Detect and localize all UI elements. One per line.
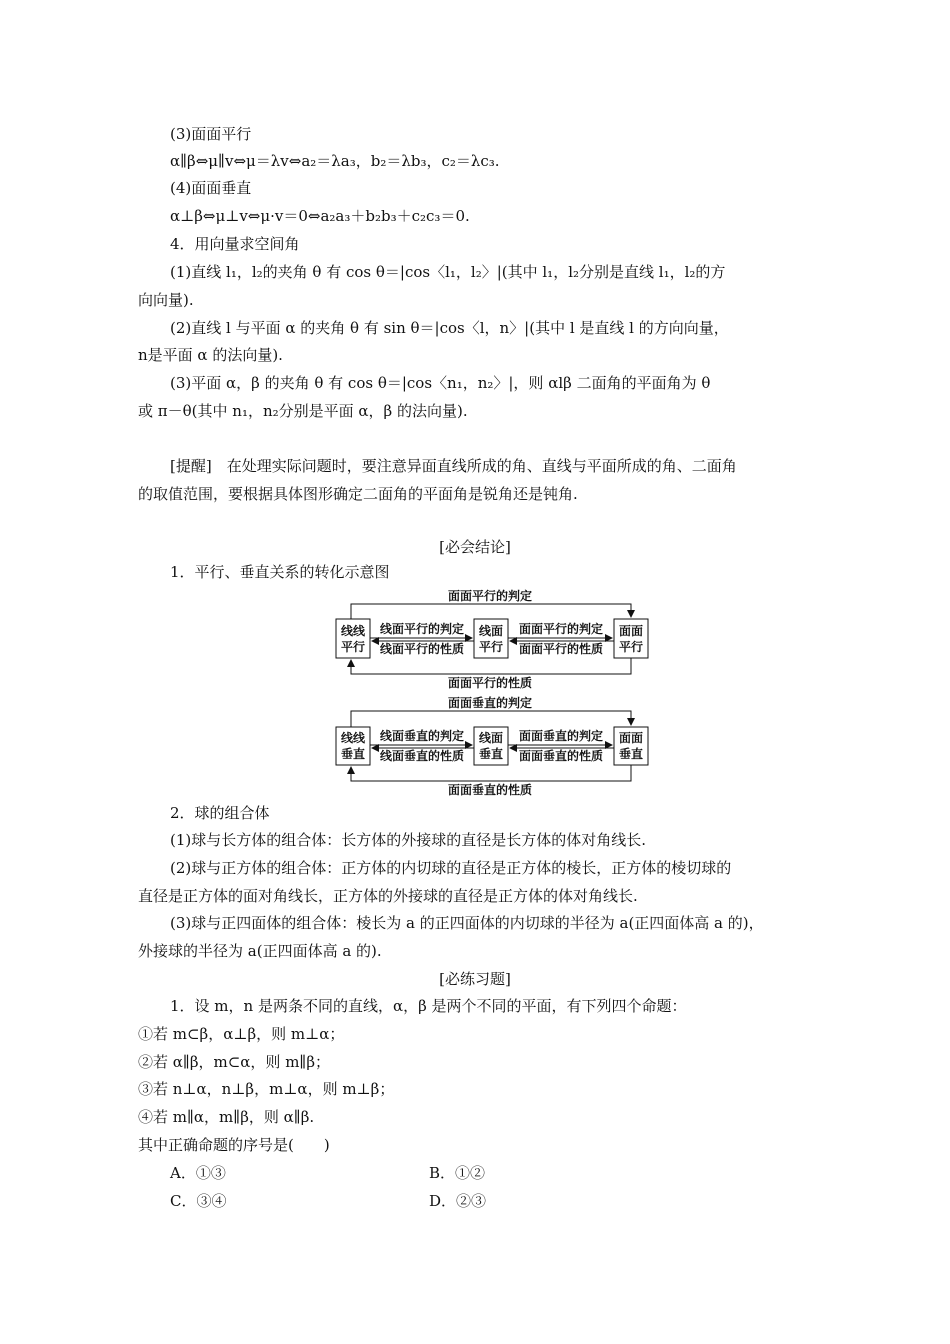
perp-lm-top-label: 线面垂直的判定 [379, 729, 465, 743]
angle-line-plane-2: n是平面 α 的法向量). [138, 346, 283, 364]
lm-bottom-label: 线面平行的性质 [379, 642, 465, 656]
question-1: 1．设 m，n 是两条不同的直线，α，β 是两个不同的平面，有下列四个命题： [170, 997, 687, 1015]
tip-line-1: [提醒] 在处理实际问题时，要注意异面直线所成的角、直线与平面所成的角、二面角 [170, 457, 737, 475]
proposition-3: ③若 n⊥α，n⊥β，m⊥α，则 m⊥β； [138, 1080, 395, 1098]
arrow-bottom-parallel [351, 658, 631, 674]
tip-line-2: 的取值范围，要根据具体图形确定二面角的平面角是锐角还是钝角. [138, 485, 578, 503]
formula-face-parallel: α∥β⇔μ∥v⇔μ＝λv⇔a₂＝λa₃，b₂＝λb₃，c₂＝λc₃. [170, 152, 500, 170]
arrow-bottom-perp [351, 765, 631, 781]
formula-face-perpendicular: α⊥β⇔μ⊥v⇔μ·v＝0⇔a₂a₃＋b₂b₃＋c₂c₃＝0. [170, 207, 470, 225]
perp-box-mid-line2: 垂直 [478, 747, 504, 761]
heading-face-perpendicular: (4)面面垂直 [170, 179, 252, 197]
box-right-line2: 平行 [618, 640, 644, 654]
box-mid-line1: 线面 [478, 624, 504, 638]
sphere-cube-1: (2)球与正方体的组合体：正方体的内切球的直径是正方体的棱长，正方体的棱切球的 [170, 859, 732, 877]
sphere-cube-2: 直径是正方体的面对角线长，正方体的外接球的直径是正方体的体对角线长. [138, 887, 638, 905]
conclusion-1-title: 1．平行、垂直关系的转化示意图 [170, 563, 390, 581]
conclusions-heading: [必会结论] [439, 538, 511, 556]
proposition-1: ①若 m⊂β，α⊥β，则 m⊥α； [138, 1025, 345, 1043]
perp-box-left-line2: 垂直 [340, 747, 366, 761]
angle-line-plane-1: (2)直线 l 与平面 α 的夹角 θ 有 sin θ＝|cos〈l，n〉|(其中 l 是直线 l 的方向向量， [170, 319, 729, 337]
option-b[interactable]: B．①② [429, 1164, 486, 1182]
perp-bottom-label: 面面垂直的性质 [447, 783, 533, 797]
mr-bottom-label: 面面平行的性质 [518, 642, 604, 656]
angle-plane-plane-1: (3)平面 α，β 的夹角 θ 有 cos θ＝|cos〈n₁，n₂〉|，则 αlβ 二面角的平面角为 θ [170, 374, 711, 392]
perp-mr-bottom-label: 面面垂直的性质 [518, 749, 604, 763]
arrow-top-parallel [351, 604, 631, 619]
perp-box-right-line2: 垂直 [618, 747, 644, 761]
sphere-tetra-1: (3)球与正四面体的组合体：棱长为 a 的正四面体的内切球的半径为 a(正四面体高 a 的)， [170, 914, 764, 932]
perp-lm-bottom-label: 线面垂直的性质 [379, 749, 465, 763]
box-right-line1: 面面 [618, 624, 644, 638]
section-spatial-angles: 4．用向量求空间角 [170, 235, 300, 253]
perp-box-right-line1: 面面 [618, 731, 644, 745]
proposition-4: ④若 m∥α，m∥β，则 α∥β. [138, 1108, 315, 1126]
parallel-top-label: 面面平行的判定 [447, 589, 533, 603]
sphere-tetra-2: 外接球的半径为 a(正四面体高 a 的). [138, 942, 382, 960]
option-d[interactable]: D．②③ [429, 1192, 487, 1210]
parallel-bottom-label: 面面平行的性质 [447, 676, 533, 690]
diagram-perpendicular [336, 711, 648, 781]
lm-top-label: 线面平行的判定 [379, 622, 465, 636]
box-mid-line2: 平行 [478, 640, 504, 654]
conclusion-2-title: 2．球的组合体 [170, 804, 270, 822]
diagram-parallel [336, 604, 648, 674]
sphere-cuboid: (1)球与长方体的组合体：长方体的外接球的直径是长方体的体对角线长. [170, 831, 647, 849]
angle-line-line-2: 向向量). [138, 291, 194, 309]
angle-plane-plane-2: 或 π－θ(其中 n₁，n₂分别是平面 α，β 的法向量). [138, 402, 468, 420]
arrow-top-perp [351, 711, 631, 727]
heading-face-parallel: (3)面面平行 [170, 125, 252, 143]
option-c[interactable]: C．③④ [170, 1192, 227, 1210]
mr-top-label: 面面平行的判定 [518, 622, 604, 636]
box-left-line2: 平行 [340, 640, 366, 654]
perp-top-label: 面面垂直的判定 [447, 696, 533, 710]
question-prompt: 其中正确命题的序号是( ) [138, 1136, 330, 1154]
box-left-line1: 线线 [340, 624, 366, 638]
perp-mr-top-label: 面面垂直的判定 [518, 729, 604, 743]
exercise-heading: [必练习题] [439, 970, 511, 988]
angle-line-line-1: (1)直线 l₁，l₂的夹角 θ 有 cos θ＝|cos〈l₁，l₂〉|(其中 l₁，l₂分别是直线 l₁，l₂的方 [170, 263, 726, 281]
proposition-2: ②若 α∥β，m⊂α，则 m∥β； [138, 1053, 331, 1071]
perp-box-mid-line1: 线面 [478, 731, 504, 745]
perp-box-left-line1: 线线 [340, 731, 366, 745]
option-a[interactable]: A．①③ [170, 1164, 226, 1182]
